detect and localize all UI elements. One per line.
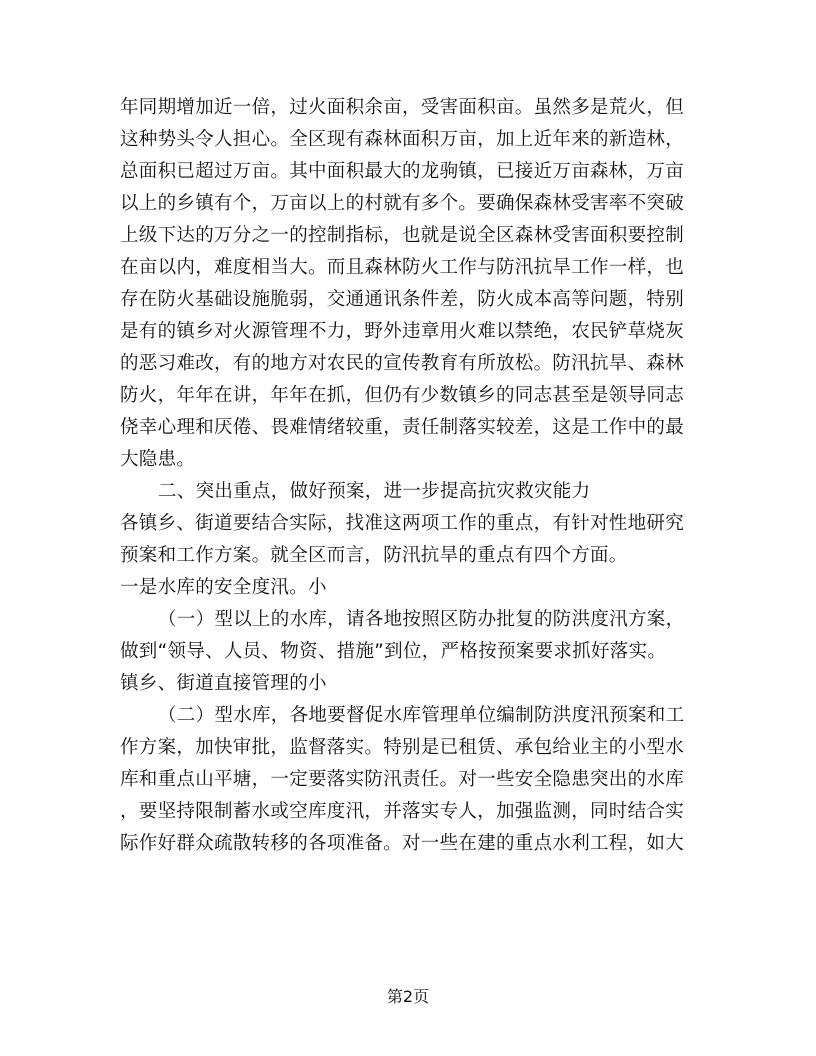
body-text xyxy=(120,92,700,860)
text-line: 年同期增加近一倍，过火面积余亩，受害面积亩。虽然多是荒火，但 xyxy=(120,97,685,118)
text-line: 一是水库的安全度汛。小 xyxy=(120,577,327,598)
page-number: 第2页 xyxy=(386,987,430,1006)
text-line: 际作好群众疏散转移的各项准备。对一些在建的重点水利工程，如大 xyxy=(120,833,685,854)
text-line: 的恶习难改，有的地方对农民的宣传教育有所放松。防汛抗旱、森林 xyxy=(120,353,685,374)
text-line: 总面积已超过万亩。其中面积最大的龙驹镇，已接近万亩森林，万亩 xyxy=(120,161,685,182)
section-heading: 二、突出重点，做好预案，进一步提高抗灾救灾能力 xyxy=(158,481,591,502)
text-line: 防火，年年在讲，年年在抓，但仍有少数镇乡的同志甚至是领导同志 xyxy=(120,385,685,406)
text-line: （二）型水库，各地要督促水库管理单位编制防洪度汛预案和工 xyxy=(158,705,685,726)
text-line: 上级下达的万分之一的控制指标，也就是说全区森林受害面积要控制 xyxy=(120,225,685,246)
text-line: 各镇乡、街道要结合实际，找准这两项工作的重点，有针对性地研究 xyxy=(120,513,685,534)
text-line: 镇乡、街道直接管理的小 xyxy=(120,673,327,694)
text-line: 是有的镇乡对火源管理不力，野外违章用火难以禁绝，农民铲草烧灰 xyxy=(120,321,685,342)
text-line: 作方案，加快审批，监督落实。特别是已租赁、承包给业主的小型水 xyxy=(120,737,685,758)
text-line: 存在防火基础设施脆弱，交通通讯条件差，防火成本高等问题，特别 xyxy=(120,289,685,310)
text-line: ，要坚持限制蓄水或空库度汛，并落实专人，加强监测，同时结合实 xyxy=(120,801,685,822)
text-line: 大隐患。 xyxy=(120,449,196,470)
text-line: （一）型以上的水库，请各地按照区防办批复的防洪度汛方案， xyxy=(158,609,685,630)
text-line: 库和重点山平塘，一定要落实防汛责任。对一些安全隐患突出的水库 xyxy=(120,769,685,790)
text-line: 侥幸心理和厌倦、畏难情绪较重，责任制落实较差，这是工作中的最 xyxy=(120,417,685,438)
text-line: 以上的乡镇有个，万亩以上的村就有多个。要确保森林受害率不突破 xyxy=(120,193,685,214)
text-line: 做到“领导、人员、物资、措施”到位，严格按预案要求抓好落实。 xyxy=(120,641,667,662)
text-line: 预案和工作方案。就全区而言，防汛抗旱的重点有四个方面。 xyxy=(120,545,628,566)
text-line: 这种势头令人担心。全区现有森林面积万亩，加上近年来的新造林， xyxy=(120,129,685,150)
text-line: 在亩以内，难度相当大。而且森林防火工作与防汛抗旱工作一样，也 xyxy=(120,257,685,278)
